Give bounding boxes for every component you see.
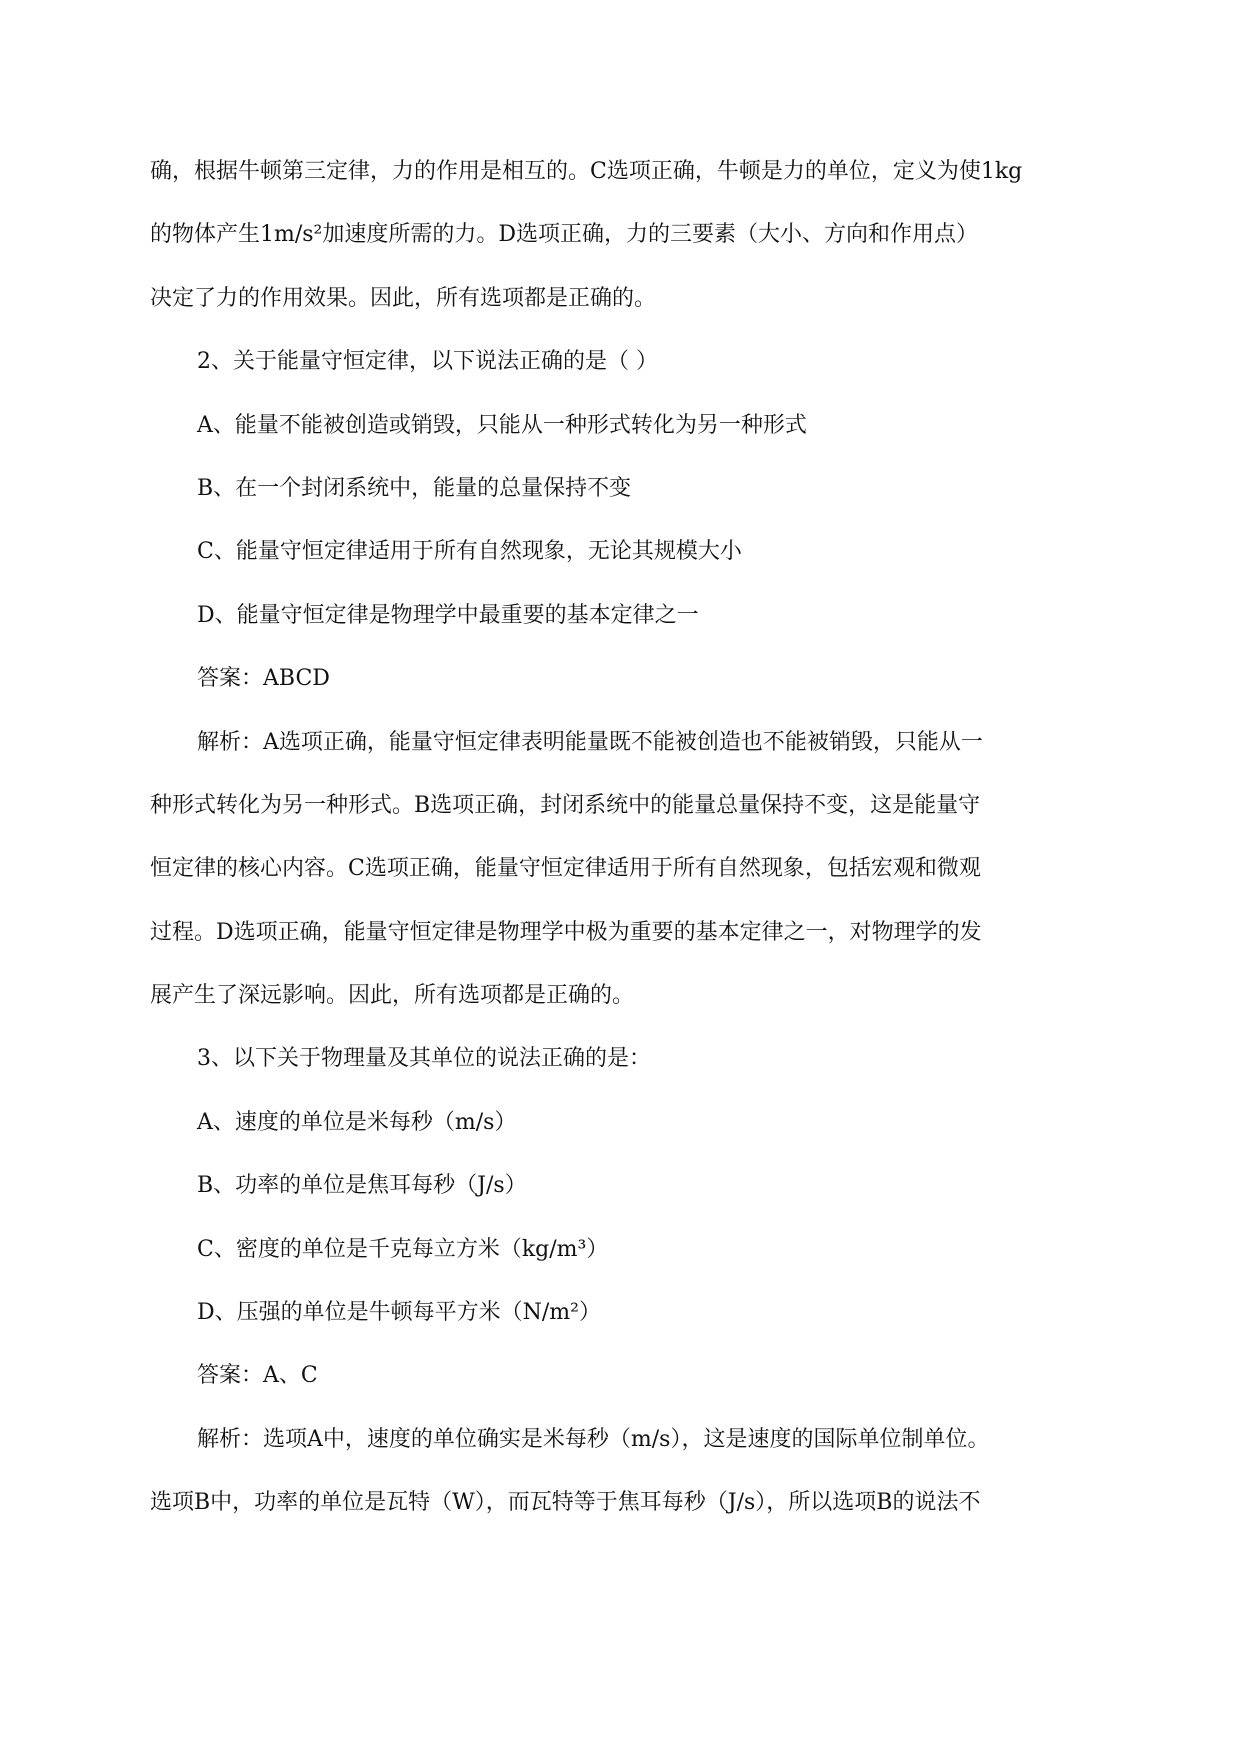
- question-2-explanation-line: 种形式转化为另一种形式。B选项正确，封闭系统中的能量总量保持不变，这是能量守: [150, 792, 981, 818]
- question-3-answer: 答案：A、C: [197, 1363, 318, 1389]
- question-2-option-a: A、能量不能被创造或销毁，只能从一种形式转化为另一种形式: [197, 412, 807, 438]
- paragraph-continuation-line: 的物体产生1m/s²加速度所需的力。D选项正确，力的三要素（大小、方向和作用点）: [150, 222, 979, 248]
- question-3-explanation-line: 解析：选项A中，速度的单位确实是米每秒（m/s），这是速度的国际单位制单位。: [197, 1426, 990, 1452]
- question-2-option-c: C、能量守恒定律适用于所有自然现象，无论其规模大小: [197, 539, 742, 565]
- question-2-stem: 2、关于能量守恒定律，以下说法正确的是（ ）: [197, 349, 658, 375]
- question-2-explanation-line: 解析：A选项正确，能量守恒定律表明能量既不能被创造也不能被销毁，只能从一: [197, 729, 983, 755]
- question-2-explanation-line: 展产生了深远影响。因此，所有选项都是正确的。: [150, 983, 635, 1009]
- question-2-explanation-line: 过程。D选项正确，能量守恒定律是物理学中极为重要的基本定律之一，对物理学的发: [150, 919, 982, 945]
- question-2-answer: 答案：ABCD: [197, 666, 330, 692]
- question-2-option-b: B、在一个封闭系统中，能量的总量保持不变: [197, 475, 632, 501]
- question-3-option-b: B、功率的单位是焦耳每秒（J/s）: [197, 1173, 527, 1199]
- question-3-stem: 3、以下关于物理量及其单位的说法正确的是：: [197, 1046, 651, 1072]
- question-3-option-c: C、密度的单位是千克每立方米（kg/m³）: [197, 1236, 609, 1262]
- question-3-option-d: D、压强的单位是牛顿每平方米（N/m²）: [197, 1300, 601, 1326]
- question-3-option-a: A、速度的单位是米每秒（m/s）: [197, 1109, 517, 1135]
- paragraph-continuation-line: 确，根据牛顿第三定律，力的作用是相互的。C选项正确，牛顿是力的单位，定义为使1kg: [150, 159, 1023, 184]
- document-body: [150, 140, 1090, 1535]
- question-2-option-d: D、能量守恒定律是物理学中最重要的基本定律之一: [197, 602, 699, 628]
- paragraph-continuation-line: 决定了力的作用效果。因此，所有选项都是正确的。: [150, 285, 657, 311]
- question-3-explanation-line: 选项B中，功率的单位是瓦特（W），而瓦特等于焦耳每秒（J/s），所以选项B的说法不: [150, 1490, 981, 1516]
- question-2-explanation-line: 恒定律的核心内容。C选项正确，能量守恒定律适用于所有自然现象，包括宏观和微观: [150, 856, 981, 882]
